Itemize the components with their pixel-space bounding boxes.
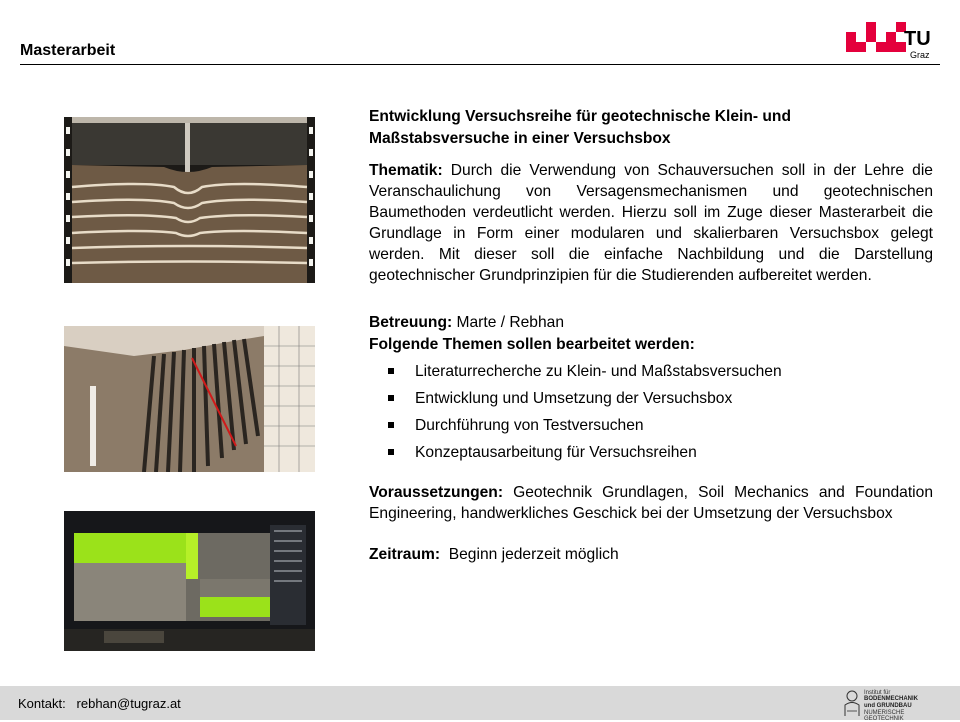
list-item: Literaturrecherche zu Klein- und Maßstabsversuchen — [369, 358, 933, 385]
list-item: Durchführung von Testversuchen — [369, 412, 933, 439]
photo-slope-failure-test — [64, 326, 315, 472]
photo-sand-model-test — [64, 117, 315, 283]
thematik-text: Durch die Verwendung von Schauversuchen soll in der Lehre die Veranschaulichung von Versagensmechanismen und geotechnischen Baumethoden verdeutlicht werden. Hierzu soll im Zuge dieser Masterarbeit die Grundlage in Form einer modularen und skalierbaren Versuchsbox gelegt werden. Mit dieser soll die einfache Nachbildung und die Darstellung geotechnischer Grundprinzipien für die Studierenden aufbereitet werden. — [369, 162, 933, 284]
graz-logo-text: Graz — [910, 50, 930, 60]
bullet-icon — [388, 368, 394, 374]
tu-graz-logo — [846, 22, 940, 62]
betreuung-text: Marte / Rebhan — [452, 314, 564, 331]
voraussetzungen-label: Voraussetzungen: — [369, 484, 504, 501]
header-divider — [20, 64, 940, 65]
thesis-title: Entwicklung Versuchsreihe für geotechnische Klein- und Maßstabsversuche in einer Versuchsbox — [369, 108, 791, 147]
photo-model-box-experiment — [64, 511, 315, 651]
contact-info: Kontakt: rebhan@tugraz.at — [18, 696, 181, 711]
zeitraum-line — [369, 544, 933, 566]
footer-bar — [0, 686, 960, 720]
zeitraum-label: Zeitraum: — [369, 546, 441, 563]
bullet-icon — [388, 395, 394, 401]
topics-heading: Folgende Themen sollen bearbeitet werden: — [369, 336, 695, 353]
page-title: Masterarbeit — [20, 42, 116, 59]
thesis-description — [369, 106, 933, 566]
institute-emblem-icon — [842, 689, 862, 717]
thematik-label: Thematik: — [369, 162, 443, 179]
zeitraum-text: Beginn jederzeit möglich — [440, 546, 619, 563]
voraussetzungen-text: Geotechnik Grundlagen, Soil Mechanics and Foundation Engineering, handwerkliches Geschick bei der Umsetzung der Versuchsbox — [369, 484, 933, 522]
institute-logo: Institut für BODENMECHANIK und GRUNDBAU NUMERISCHE GEOTECHNIK — [840, 688, 944, 718]
topics-list — [369, 358, 933, 466]
list-item: Konzeptausarbeitung für Versuchsreihen — [369, 439, 933, 466]
bullet-icon — [388, 422, 394, 428]
betreuung-label: Betreuung: — [369, 314, 453, 331]
voraussetzungen-paragraph — [369, 482, 933, 524]
tu-logo-text: TU — [904, 28, 931, 50]
bullet-icon — [388, 449, 394, 455]
tu-logo-squares — [846, 22, 906, 52]
list-item: Entwicklung und Umsetzung der Versuchsbox — [369, 385, 933, 412]
betreuung-line — [369, 312, 933, 334]
thematik-paragraph — [369, 160, 933, 286]
